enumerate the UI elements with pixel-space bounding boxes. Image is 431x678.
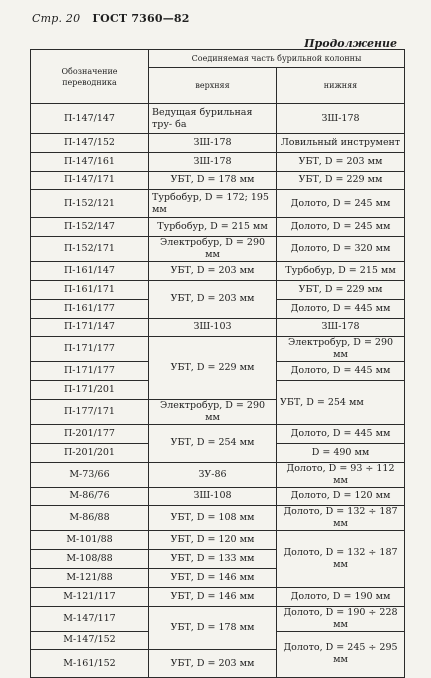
designation-cell: П-171/177 xyxy=(31,362,149,381)
designation-cell: П-201/177 xyxy=(31,424,149,443)
col-group: Соединяемая часть бурильной колонны xyxy=(149,50,405,68)
designation-cell: П-177/171 xyxy=(31,399,149,424)
upper-cell: Электробур, D = 290 мм xyxy=(149,237,277,262)
designation-cell: П-171/147 xyxy=(31,318,149,337)
designation-cell: П-161/171 xyxy=(31,280,149,299)
designation-cell: М-86/88 xyxy=(31,506,149,531)
lower-cell: Долото, D = 132 ÷ 187 мм xyxy=(277,531,405,587)
lower-cell: ЗШ-178 xyxy=(277,104,405,134)
lower-cell: Долото, D = 445 мм xyxy=(277,299,405,318)
upper-cell: УБТ, D = 146 мм xyxy=(149,568,277,587)
lower-cell: УБТ, D = 203 мм xyxy=(277,152,405,171)
upper-cell: УБТ, D = 120 мм xyxy=(149,531,277,550)
lower-cell: Турбобур, D = 215 мм xyxy=(277,262,405,281)
designation-cell: М-161/152 xyxy=(31,650,149,678)
designation-cell: М-121/117 xyxy=(31,587,149,606)
designation-cell: П-147/147 xyxy=(31,104,149,134)
continuation-label: Продолжение xyxy=(304,37,397,50)
designation-cell: М-121/88 xyxy=(31,568,149,587)
designation-cell: П-171/201 xyxy=(31,381,149,400)
designation-cell: М-73/66 xyxy=(31,462,149,487)
standard-code: ГОСТ 7360—82 xyxy=(92,12,190,25)
designation-cell: М-147/117 xyxy=(31,606,149,631)
designation-cell: М-101/88 xyxy=(31,531,149,550)
lower-cell: УБТ, D = 229 мм xyxy=(277,171,405,190)
upper-cell: ЗШ-108 xyxy=(149,487,277,506)
lower-cell: УБТ, D = 229 мм xyxy=(277,280,405,299)
designation-cell: П-161/147 xyxy=(31,262,149,281)
adapter-table xyxy=(30,49,405,678)
upper-cell: ЗШ-178 xyxy=(149,134,277,153)
page-number: Стр. 20 xyxy=(32,12,81,25)
lower-cell: Долото, D = 93 ÷ 112 мм xyxy=(277,462,405,487)
lower-cell: УБТ, D = 254 мм xyxy=(277,381,405,425)
col-lower: нижняя xyxy=(277,68,405,104)
upper-cell: ЗШ-103 xyxy=(149,318,277,337)
designation-cell: П-147/152 xyxy=(31,134,149,153)
page-header xyxy=(32,12,190,25)
designation-cell: М-86/76 xyxy=(31,487,149,506)
designation-cell: П-161/177 xyxy=(31,299,149,318)
upper-cell: УБТ, D = 203 мм xyxy=(149,280,277,318)
lower-cell: D = 490 мм xyxy=(277,443,405,462)
lower-cell: Долото, D = 320 мм xyxy=(277,237,405,262)
upper-cell: Электробур, D = 290 мм xyxy=(149,399,277,424)
designation-cell: П-152/171 xyxy=(31,237,149,262)
lower-cell: Долото, D = 245 ÷ 295 мм xyxy=(277,631,405,678)
lower-cell: Долото, D = 245 мм xyxy=(277,190,405,218)
lower-cell: Долото, D = 132 ÷ 187 мм xyxy=(277,506,405,531)
designation-cell: П-152/147 xyxy=(31,218,149,237)
lower-cell: Электробур, D = 290 мм xyxy=(277,337,405,362)
col-upper: верхняя xyxy=(149,68,277,104)
upper-cell: УБТ, D = 203 мм xyxy=(149,650,277,678)
upper-cell: Турбобур, D = 215 мм xyxy=(149,218,277,237)
lower-cell: Долото, D = 445 мм xyxy=(277,424,405,443)
lower-cell: Долото, D = 120 мм xyxy=(277,487,405,506)
designation-cell: М-147/152 xyxy=(31,631,149,650)
upper-cell: УБТ, D = 178 мм xyxy=(149,606,277,650)
lower-cell: Ловильный инструмент xyxy=(277,134,405,153)
lower-cell: Долото, D = 190 ÷ 228 мм xyxy=(277,606,405,631)
designation-cell: П-171/177 xyxy=(31,337,149,362)
designation-cell: П-147/161 xyxy=(31,152,149,171)
upper-cell: УБТ, D = 203 мм xyxy=(149,262,277,281)
lower-cell: ЗШ-178 xyxy=(277,318,405,337)
upper-cell: Турбобур, D = 172; 195 мм xyxy=(149,190,277,218)
upper-cell: УБТ, D = 178 мм xyxy=(149,171,277,190)
designation-cell: П-152/121 xyxy=(31,190,149,218)
designation-cell: П-201/201 xyxy=(31,443,149,462)
upper-cell: ЗШ-178 xyxy=(149,152,277,171)
upper-cell: УБТ, D = 108 мм xyxy=(149,506,277,531)
upper-cell: УБТ, D = 254 мм xyxy=(149,424,277,462)
lower-cell: Долото, D = 245 мм xyxy=(277,218,405,237)
lower-cell: Долото, D = 445 мм xyxy=(277,362,405,381)
upper-cell: УБТ, D = 133 мм xyxy=(149,550,277,569)
lower-cell: Долото, D = 190 мм xyxy=(277,587,405,606)
upper-cell: Ведущая бурильная тру- ба xyxy=(149,104,277,134)
upper-cell: ЗУ-86 xyxy=(149,462,277,487)
designation-cell: П-147/171 xyxy=(31,171,149,190)
upper-cell: УБТ, D = 229 мм xyxy=(149,337,277,400)
col-designation: Обозначение переводника xyxy=(31,50,149,104)
upper-cell: УБТ, D = 146 мм xyxy=(149,587,277,606)
designation-cell: М-108/88 xyxy=(31,550,149,569)
